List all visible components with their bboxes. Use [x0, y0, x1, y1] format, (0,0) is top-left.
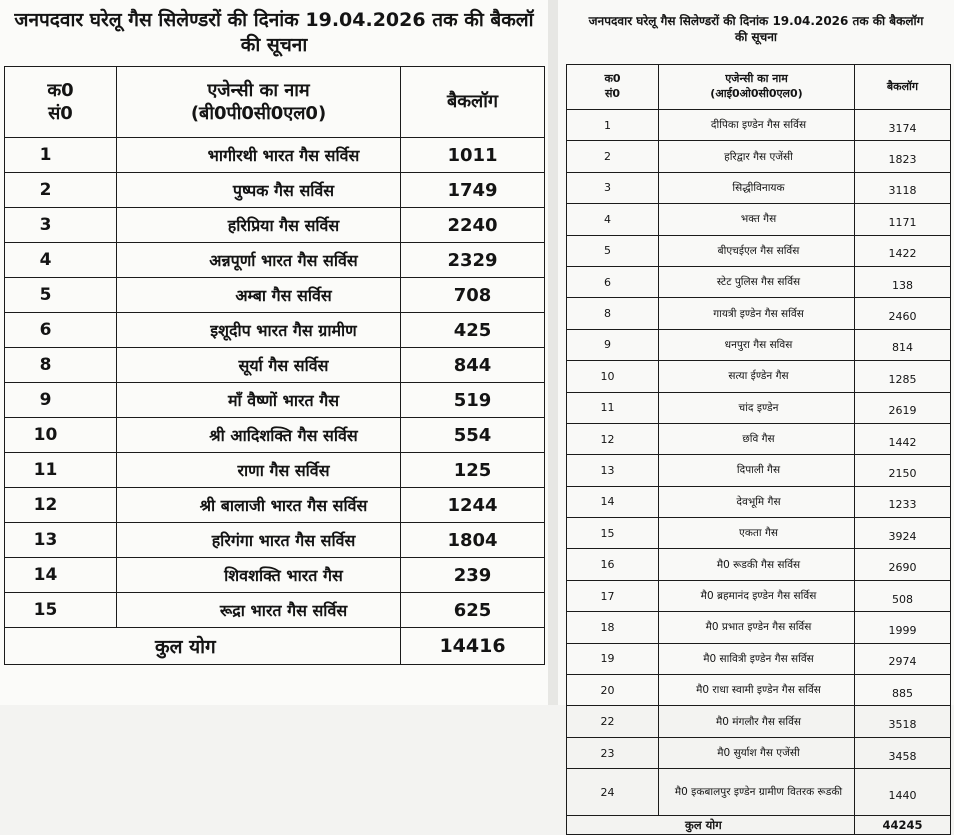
backlog-value: 1749: [401, 173, 545, 208]
table-row: [5, 173, 545, 208]
agency-name-header: [117, 67, 401, 138]
total-value: 14416: [401, 628, 545, 665]
agency-header-line1: एजेन्सी का नाम: [207, 79, 310, 101]
table-row: [567, 580, 951, 611]
table-row: [5, 488, 545, 523]
serial-number: 5: [5, 278, 117, 313]
serial-number: 8: [567, 298, 659, 329]
agency-name: चांद इण्डेन: [659, 392, 855, 423]
agency-header-line1: एजेन्सी का नाम: [725, 72, 788, 86]
backlog-value: 2150: [855, 455, 951, 486]
backlog-value: 2460: [855, 298, 951, 329]
serial-number: 11: [5, 453, 117, 488]
table-row: [567, 518, 951, 549]
backlog-value: 138: [855, 266, 951, 297]
agency-header-line2: (बी0पी0सी0एल0): [190, 103, 327, 124]
table-row: [567, 769, 951, 816]
iocl-table-body: [567, 110, 951, 816]
agency-name: श्री आदिशक्ति गैस सर्विस: [117, 418, 401, 453]
serial-header-line1: क0: [47, 79, 74, 101]
serial-number: 4: [5, 243, 117, 278]
serial-header-line2: सं0: [604, 87, 621, 100]
backlog-value: 844: [401, 348, 545, 383]
table-row: [5, 138, 545, 173]
right-title-line2: की सूचना: [734, 29, 777, 44]
agency-name: एकता गैस: [659, 518, 855, 549]
serial-number: 20: [567, 675, 659, 706]
table-row: [567, 235, 951, 266]
agency-name: मै0 सावित्री इण्डेन गैस सर्विस: [659, 643, 855, 674]
backlog-header: बैकलॉग: [855, 65, 951, 110]
backlog-value: 239: [401, 558, 545, 593]
table-row: [567, 643, 951, 674]
serial-header-line1: क0: [604, 72, 621, 86]
serial-number: 2: [5, 173, 117, 208]
table-row: [567, 110, 951, 141]
backlog-value: 519: [401, 383, 545, 418]
right-sheet-title: [558, 14, 954, 45]
backlog-value: 1442: [855, 423, 951, 454]
agency-name: हरिद्वार गैस एजेंसी: [659, 141, 855, 172]
table-row: [567, 361, 951, 392]
table-row: [5, 383, 545, 418]
table-row: [5, 593, 545, 628]
backlog-value: 3518: [855, 706, 951, 737]
serial-number: 1: [5, 138, 117, 173]
agency-name: दीपिका इण्डेन गैस सर्विस: [659, 110, 855, 141]
table-row: [567, 675, 951, 706]
serial-number: 6: [5, 313, 117, 348]
table-row: [567, 455, 951, 486]
table-row: [5, 453, 545, 488]
total-label: कुल योग: [5, 628, 401, 665]
table-row: [567, 706, 951, 737]
table-row: [5, 313, 545, 348]
agency-name: दिपाली गैस: [659, 455, 855, 486]
serial-number: 8: [5, 348, 117, 383]
serial-number: 14: [567, 486, 659, 517]
table-row: [567, 266, 951, 297]
serial-number: 14: [5, 558, 117, 593]
backlog-value: 425: [401, 313, 545, 348]
backlog-value: 1440: [855, 769, 951, 816]
agency-name: मै0 ब्रहमानंद इण्डेन गैस सर्विस: [659, 580, 855, 611]
backlog-header: बैकलॉग: [401, 67, 545, 138]
backlog-value: 1171: [855, 204, 951, 235]
backlog-value: 1804: [401, 523, 545, 558]
serial-number: 13: [5, 523, 117, 558]
table-row: [5, 418, 545, 453]
table-header-row: [5, 67, 545, 138]
serial-number: 12: [5, 488, 117, 523]
table-row: [567, 423, 951, 454]
agency-name: सत्या ईण्डेन गैस: [659, 361, 855, 392]
table-row: [567, 141, 951, 172]
table-row: [567, 298, 951, 329]
serial-number: 22: [567, 706, 659, 737]
backlog-value: 708: [401, 278, 545, 313]
backlog-value: 885: [855, 675, 951, 706]
table-header-row: [567, 65, 951, 110]
backlog-value: 2690: [855, 549, 951, 580]
bpcl-table-body: [5, 138, 545, 628]
serial-number: 6: [567, 266, 659, 297]
total-row: [5, 628, 545, 665]
serial-number: 3: [5, 208, 117, 243]
serial-number: 19: [567, 643, 659, 674]
agency-name: सिद्धीविनायक: [659, 172, 855, 203]
backlog-value: 3118: [855, 172, 951, 203]
table-row: [567, 612, 951, 643]
serial-number: 18: [567, 612, 659, 643]
backlog-value: 554: [401, 418, 545, 453]
backlog-value: 1244: [401, 488, 545, 523]
backlog-value: 1999: [855, 612, 951, 643]
agency-name: मै0 प्रभात इण्डेन गैस सर्विस: [659, 612, 855, 643]
iocl-backlog-table: [566, 64, 951, 835]
table-row: [5, 348, 545, 383]
agency-name: शिवशक्ति भारत गैस: [117, 558, 401, 593]
agency-name: मै0 राधा स्वामी इण्डेन गैस सर्विस: [659, 675, 855, 706]
serial-header-line2: सं0: [48, 103, 73, 124]
backlog-value: 1285: [855, 361, 951, 392]
agency-name: धनपुरा गैस सविस: [659, 329, 855, 360]
serial-header: [567, 65, 659, 110]
agency-name: अम्बा गैस सर्विस: [117, 278, 401, 313]
bpcl-backlog-sheet: [0, 0, 548, 705]
agency-name: छवि गैस: [659, 423, 855, 454]
serial-number: 10: [5, 418, 117, 453]
agency-name: हरिप्रिया गैस सर्विस: [117, 208, 401, 243]
serial-number: 13: [567, 455, 659, 486]
agency-name: बीएचईएल गैस सर्विस: [659, 235, 855, 266]
agency-name-header: [659, 65, 855, 110]
table-row: [567, 737, 951, 768]
table-row: [567, 204, 951, 235]
table-row: [567, 329, 951, 360]
backlog-value: 1011: [401, 138, 545, 173]
table-row: [5, 523, 545, 558]
serial-number: 11: [567, 392, 659, 423]
backlog-value: 2619: [855, 392, 951, 423]
serial-number: 10: [567, 361, 659, 392]
total-value: 44245: [855, 816, 951, 835]
iocl-backlog-sheet: [558, 0, 954, 833]
table-row: [5, 278, 545, 313]
backlog-value: 814: [855, 329, 951, 360]
sheet-divider: [548, 0, 558, 705]
agency-name: मै0 मंगलौर गैस सर्विस: [659, 706, 855, 737]
agency-name: भागीरथी भारत गैस सर्विस: [117, 138, 401, 173]
table-row: [5, 558, 545, 593]
agency-name: मै0 इकबालपुर इण्डेन ग्रामीण वितरक रूडकी: [659, 769, 855, 816]
backlog-value: 1823: [855, 141, 951, 172]
table-row: [567, 172, 951, 203]
backlog-value: 125: [401, 453, 545, 488]
serial-number: 2: [567, 141, 659, 172]
agency-name: राणा गैस सर्विस: [117, 453, 401, 488]
agency-name: स्टेट पुलिस गैस सर्विस: [659, 266, 855, 297]
serial-number: 15: [5, 593, 117, 628]
serial-number: 12: [567, 423, 659, 454]
total-row: [567, 816, 951, 835]
backlog-value: 2974: [855, 643, 951, 674]
agency-name: सूर्या गैस सर्विस: [117, 348, 401, 383]
agency-name: देवभूमि गैस: [659, 486, 855, 517]
backlog-value: 625: [401, 593, 545, 628]
serial-number: 5: [567, 235, 659, 266]
agency-name: रूद्रा भारत गैस सर्विस: [117, 593, 401, 628]
agency-name: मै0 सुर्याश गैस एजेंसी: [659, 737, 855, 768]
serial-number: 1: [567, 110, 659, 141]
left-sheet-title: [0, 8, 548, 57]
agency-name: हरिगंगा भारत गैस सर्विस: [117, 523, 401, 558]
serial-number: 9: [5, 383, 117, 418]
serial-number: 17: [567, 580, 659, 611]
serial-number: 3: [567, 172, 659, 203]
backlog-value: 2329: [401, 243, 545, 278]
total-label: कुल योग: [567, 816, 855, 835]
serial-number: 4: [567, 204, 659, 235]
table-row: [5, 208, 545, 243]
serial-number: 15: [567, 518, 659, 549]
serial-number: 23: [567, 737, 659, 768]
serial-number: 16: [567, 549, 659, 580]
table-row: [567, 486, 951, 517]
backlog-value: 508: [855, 580, 951, 611]
table-row: [567, 392, 951, 423]
backlog-value: 2240: [401, 208, 545, 243]
bpcl-backlog-table: [4, 66, 545, 665]
right-title-line1: जनपदवार घरेलू गैस सिलेण्डरों की दिनांक 19.04.2026 तक की बैकलॉग: [588, 14, 924, 28]
serial-number: 24: [567, 769, 659, 816]
left-title-line1: जनपदवार घरेलू गैस सिलेण्डरों की दिनांक 19.04.2026 तक की बैकलॉ: [14, 9, 534, 31]
agency-name: इशूदीप भारत गैस ग्रामीण: [117, 313, 401, 348]
agency-name: पुष्पक गैस सर्विस: [117, 173, 401, 208]
agency-name: भक्त गैस: [659, 204, 855, 235]
agency-header-line2: (आई0ओ0सी0एल0): [710, 87, 803, 100]
backlog-value: 3174: [855, 110, 951, 141]
left-title-line2: की सूचना: [240, 33, 308, 56]
serial-number: 9: [567, 329, 659, 360]
backlog-value: 3458: [855, 737, 951, 768]
agency-name: अन्नपूर्णा भारत गैस सर्विस: [117, 243, 401, 278]
agency-name: माँ वैष्णों भारत गैस: [117, 383, 401, 418]
backlog-value: 3924: [855, 518, 951, 549]
table-row: [567, 549, 951, 580]
serial-header: [5, 67, 117, 138]
agency-name: श्री बालाजी भारत गैस सर्विस: [117, 488, 401, 523]
table-row: [5, 243, 545, 278]
backlog-value: 1233: [855, 486, 951, 517]
agency-name: गायत्री इण्डेन गैस सर्विस: [659, 298, 855, 329]
agency-name: मै0 रूडकी गैस सर्विस: [659, 549, 855, 580]
backlog-value: 1422: [855, 235, 951, 266]
